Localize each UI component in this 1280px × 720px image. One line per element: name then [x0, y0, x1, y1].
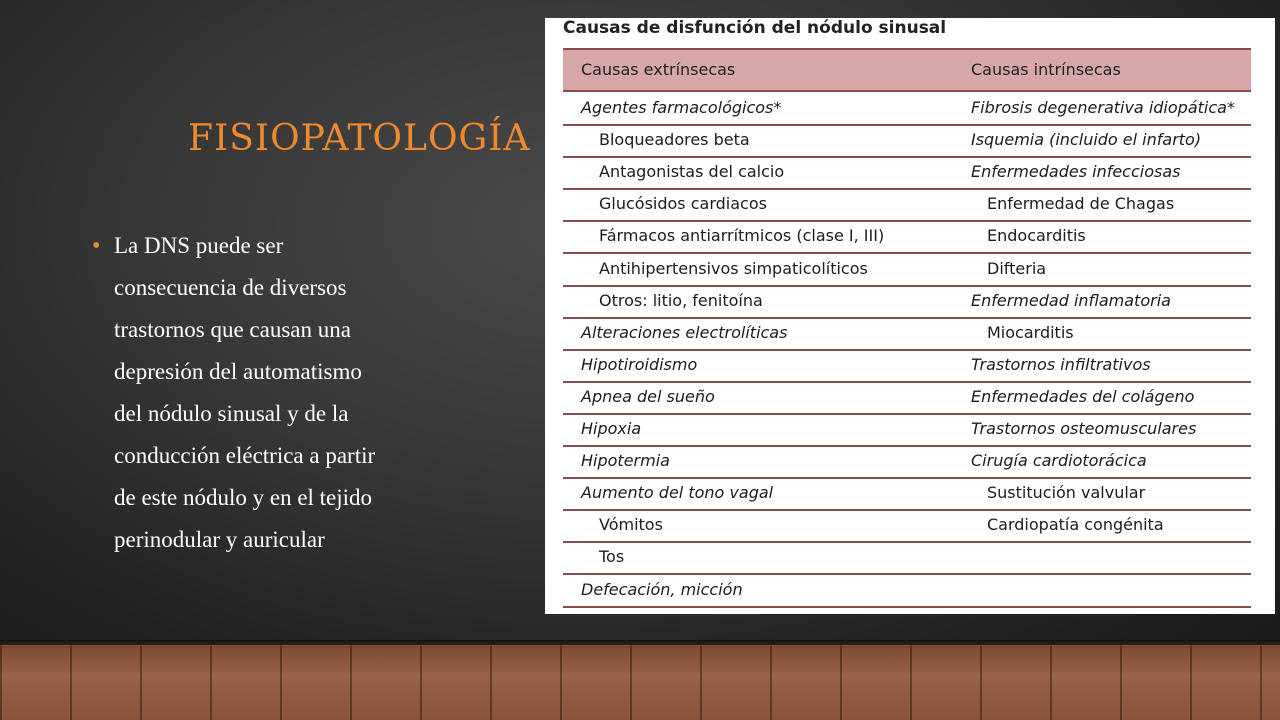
cell-intrinsic: Isquemia (incluido el infarto): [971, 130, 1202, 150]
cell-extrinsic: Fármacos antiarrítmicos (clase I, III): [599, 226, 885, 246]
cell-extrinsic: Antagonistas del calcio: [599, 162, 785, 182]
bullet-line: del nódulo sinusal y de la: [114, 401, 349, 426]
cell-extrinsic: Tos: [599, 547, 625, 567]
table-row: [563, 220, 1251, 254]
table-row: [563, 124, 1251, 158]
cell-extrinsic: Hipoxia: [581, 419, 642, 438]
bullet-line: consecuencia de diversos: [114, 275, 347, 300]
cell-extrinsic: Aumento del tono vagal: [581, 483, 774, 503]
cell-intrinsic: Miocarditis: [987, 322, 1074, 342]
table-row: [563, 509, 1251, 543]
table-row: [563, 413, 1251, 447]
table-row: [563, 574, 1251, 608]
cell-extrinsic: Defecación, micción: [581, 579, 743, 599]
causes-table: [545, 18, 1275, 614]
cell-extrinsic: Agentes farmacológicos*: [581, 98, 782, 117]
table-row: [563, 445, 1251, 479]
slide-title: FISIOPATOLOGÍA: [188, 118, 531, 159]
table-row: [563, 477, 1251, 511]
cell-extrinsic: Bloqueadores beta: [599, 130, 750, 150]
table-row: [563, 317, 1251, 351]
bullet-line: depresión del automatismo: [114, 359, 362, 384]
header-intrinsic: Causas intrínsecas: [971, 60, 1121, 79]
bullet-line: conducción eléctrica a partir: [114, 443, 376, 468]
header-extrinsic: Causas extrínsecas: [581, 60, 736, 79]
bullet-icon: •: [92, 233, 101, 259]
cell-intrinsic: Endocarditis: [987, 226, 1086, 246]
bullet-line: de este nódulo y en el tejido: [114, 485, 373, 510]
cell-intrinsic: Sustitución valvular: [987, 483, 1146, 503]
cell-intrinsic: Difteria: [987, 258, 1047, 278]
cell-intrinsic: Enfermedades del colágeno: [971, 386, 1195, 406]
table-row: [563, 285, 1251, 319]
cell-extrinsic: Antihipertensivos simpaticolíticos: [599, 258, 868, 278]
cell-intrinsic: Trastornos osteomusculares: [971, 419, 1197, 438]
bullet-line: La DNS puede ser: [114, 233, 284, 258]
cell-intrinsic: Enfermedades infecciosas: [971, 162, 1181, 182]
table-header-row: [563, 48, 1251, 92]
cell-extrinsic: Hipotermia: [581, 451, 670, 471]
wooden-floor: [0, 645, 1280, 720]
cell-intrinsic: Trastornos infiltrativos: [971, 354, 1151, 374]
cell-extrinsic: Alteraciones electrolíticas: [581, 322, 788, 342]
cell-intrinsic: Fibrosis degenerativa idiopática*: [971, 98, 1235, 117]
bullet-text: [92, 225, 542, 561]
bullet-line: perinodular y auricular: [114, 527, 325, 552]
table-caption: Causas de disfunción del nódulo sinusal: [563, 18, 947, 38]
cell-extrinsic: Otros: litio, fenitoína: [599, 290, 763, 310]
cell-extrinsic: Apnea del sueño: [581, 386, 715, 406]
cell-intrinsic: Cardiopatía congénita: [987, 515, 1164, 535]
bullet-line: trastornos que causan una: [114, 317, 351, 342]
cell-extrinsic: Hipotiroidismo: [581, 354, 698, 374]
table-row: [563, 349, 1251, 383]
cell-intrinsic: Enfermedad inflamatoria: [971, 290, 1171, 310]
table-row: [563, 253, 1251, 287]
cell-intrinsic: Enfermedad de Chagas: [987, 194, 1175, 214]
cell-extrinsic: Vómitos: [599, 515, 663, 535]
table-row: [563, 541, 1251, 575]
table-row: [563, 188, 1251, 222]
cell-extrinsic: Glucósidos cardiacos: [599, 194, 767, 214]
table-row: [563, 156, 1251, 190]
bullet-paragraph: [92, 225, 542, 561]
table-row: [563, 381, 1251, 415]
cell-intrinsic: Cirugía cardiotorácica: [971, 451, 1147, 471]
table-row: [563, 92, 1251, 126]
